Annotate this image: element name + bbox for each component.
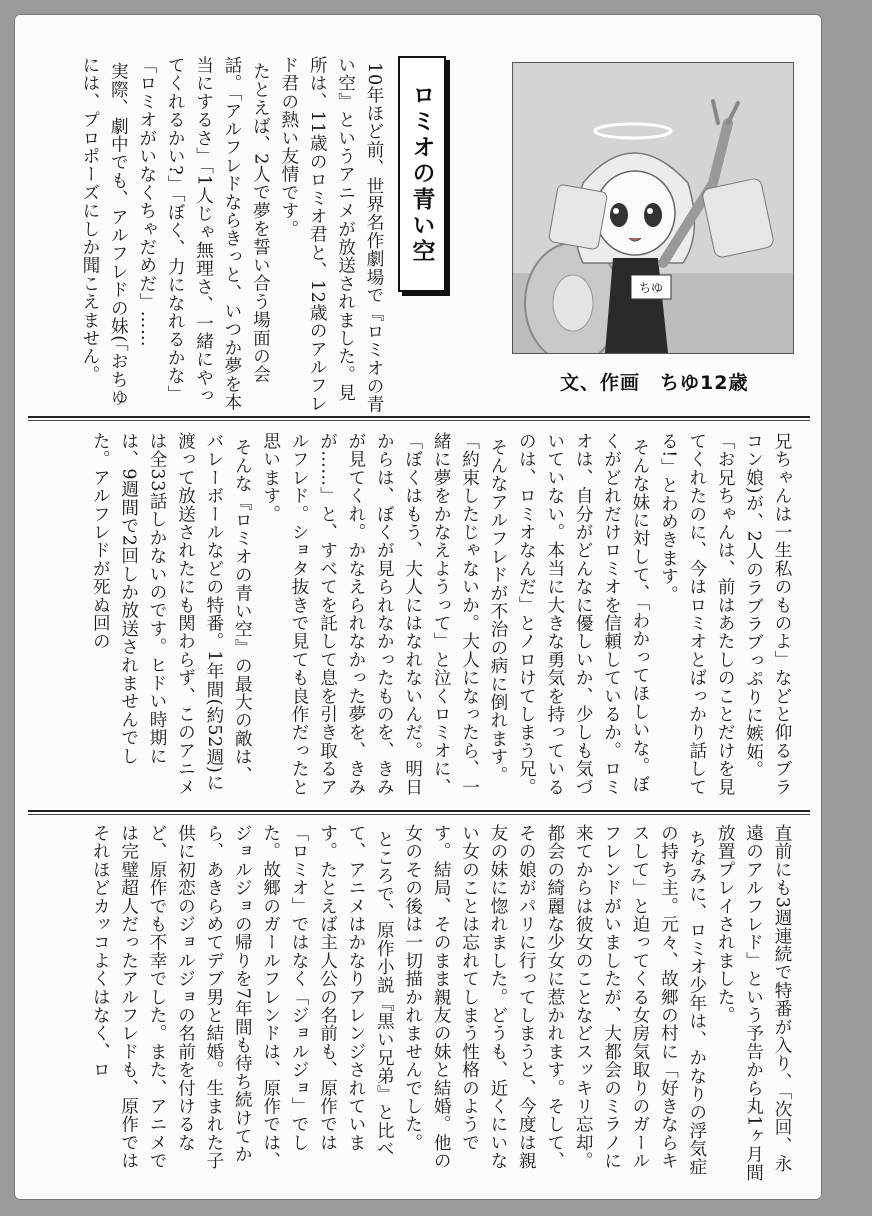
column-page	[14, 14, 822, 1200]
middle-text: 兄ちゃんは一生私のものよ」などと仰るブラコン娘)が、2人のラブラブっぷりに嫉妬。「お兄ちゃんは、前はあたしのことだけを見てくれたのに、今はロミオとばっかり話してる!」とわめきます。 そんな妹に対して、「わかってほしいな。ぼくがどれだけロミオを信頼しているか。ロミオは、自分がどんなに優しいか、少しも気づいていない。本当に大きな勇気を持っているのは、ロミオなんだ」とノロけてしまう兄。 そんなアルフレドが不治の病に倒れます。「約束したじゃないか。大人になったら、一緒に夢をかなえようって」と泣くロミオに、「ぼくはもう、大人にはなれないんだ。明日からは、ぼくが見られなかったものを、きみが見てくれ。かなえられなかった夢を、きみが……」と、すべてを託して息を引き取るアルフレド。ショタ抜きで見ても良作だったと思います。 そんな『ロミオの青い空』の最大の敵は、バレーボールなどの特番。1年間(約52週)に渡って放送されたにも関わらず、このアニメは全33話しかないのです。ヒドい時期には、9週間で2回しか放送されませんでした。アルフレドが死ぬ回の	[90, 432, 792, 796]
divider-top-secondary	[28, 420, 810, 421]
divider-top	[28, 416, 810, 418]
bottom-text: 直前にも3週連続で特番が入り、「次回、永遠のアルフレド」という予告から丸1ヶ月間放置プレイされました。 ちなみに、ロミオ少年は、かなりの浮気症の持ち主。元々、故郷の村に「好きならキスして」と迫ってくる女房気取りのガールフレンドがいましたが、大都会のミラノに来てからは彼女のことなどスッキリ忘却。都会の綺麗な少女に惹かれます。そして、その娘がパリに行ってしまうと、今度は親友の妹に惚れました。どうも、近くにいない女のことは忘れてしまう性格のようです。結局、そのまま親友の妹と結婚。他の女のその後は一切描かれませんでした。 ところで、原作小説『黒い兄弟』と比べて、アニメはかなりアレンジされています。たとえば主人公の名前も、原作では「ロミオ」ではなく「ジョルジョ」でした。故郷のガールフレンドは、原作では、ジョルジョの帰りを7年間も待ち続けてから、あきらめてデブ男と結婚。生まれた子供に初恋のジョルジョの名前を付けるなど、原作でも不幸でした。また、アニメでは完璧超人だったアルフレドも、原作ではそれほどカッコよくはなく、ロ	[90, 824, 792, 1182]
divider-middle	[28, 810, 810, 812]
illustration	[512, 62, 794, 354]
divider-middle-secondary	[28, 814, 810, 815]
girl-illustration	[513, 63, 793, 353]
author-credit: 文、作画 ちゆ12歳	[560, 372, 749, 394]
column-title: ロミオの青い空	[398, 56, 446, 292]
intro-text: 10年ほど前、世界名作劇場で『ロミオの青い空』というアニメが放送されました。見所は、11歳のロミオ君と、12歳のアルフレド君の熱い友情です。 たとえば、2人で夢を誓い合う場面の会話。「アルフレドならきっと、いつか夢を本当にするさ」「1人じゃ無理さ、一緒にやってくれるかい?」「ぼく、力になれるかな」「ロミオがいなくちゃだめだ」…… 実際、劇中でも、アルフレドの妹(「おちゆには、プロポーズにしか聞こえません。	[79, 56, 384, 414]
name-badge: ちゆ	[638, 281, 664, 295]
